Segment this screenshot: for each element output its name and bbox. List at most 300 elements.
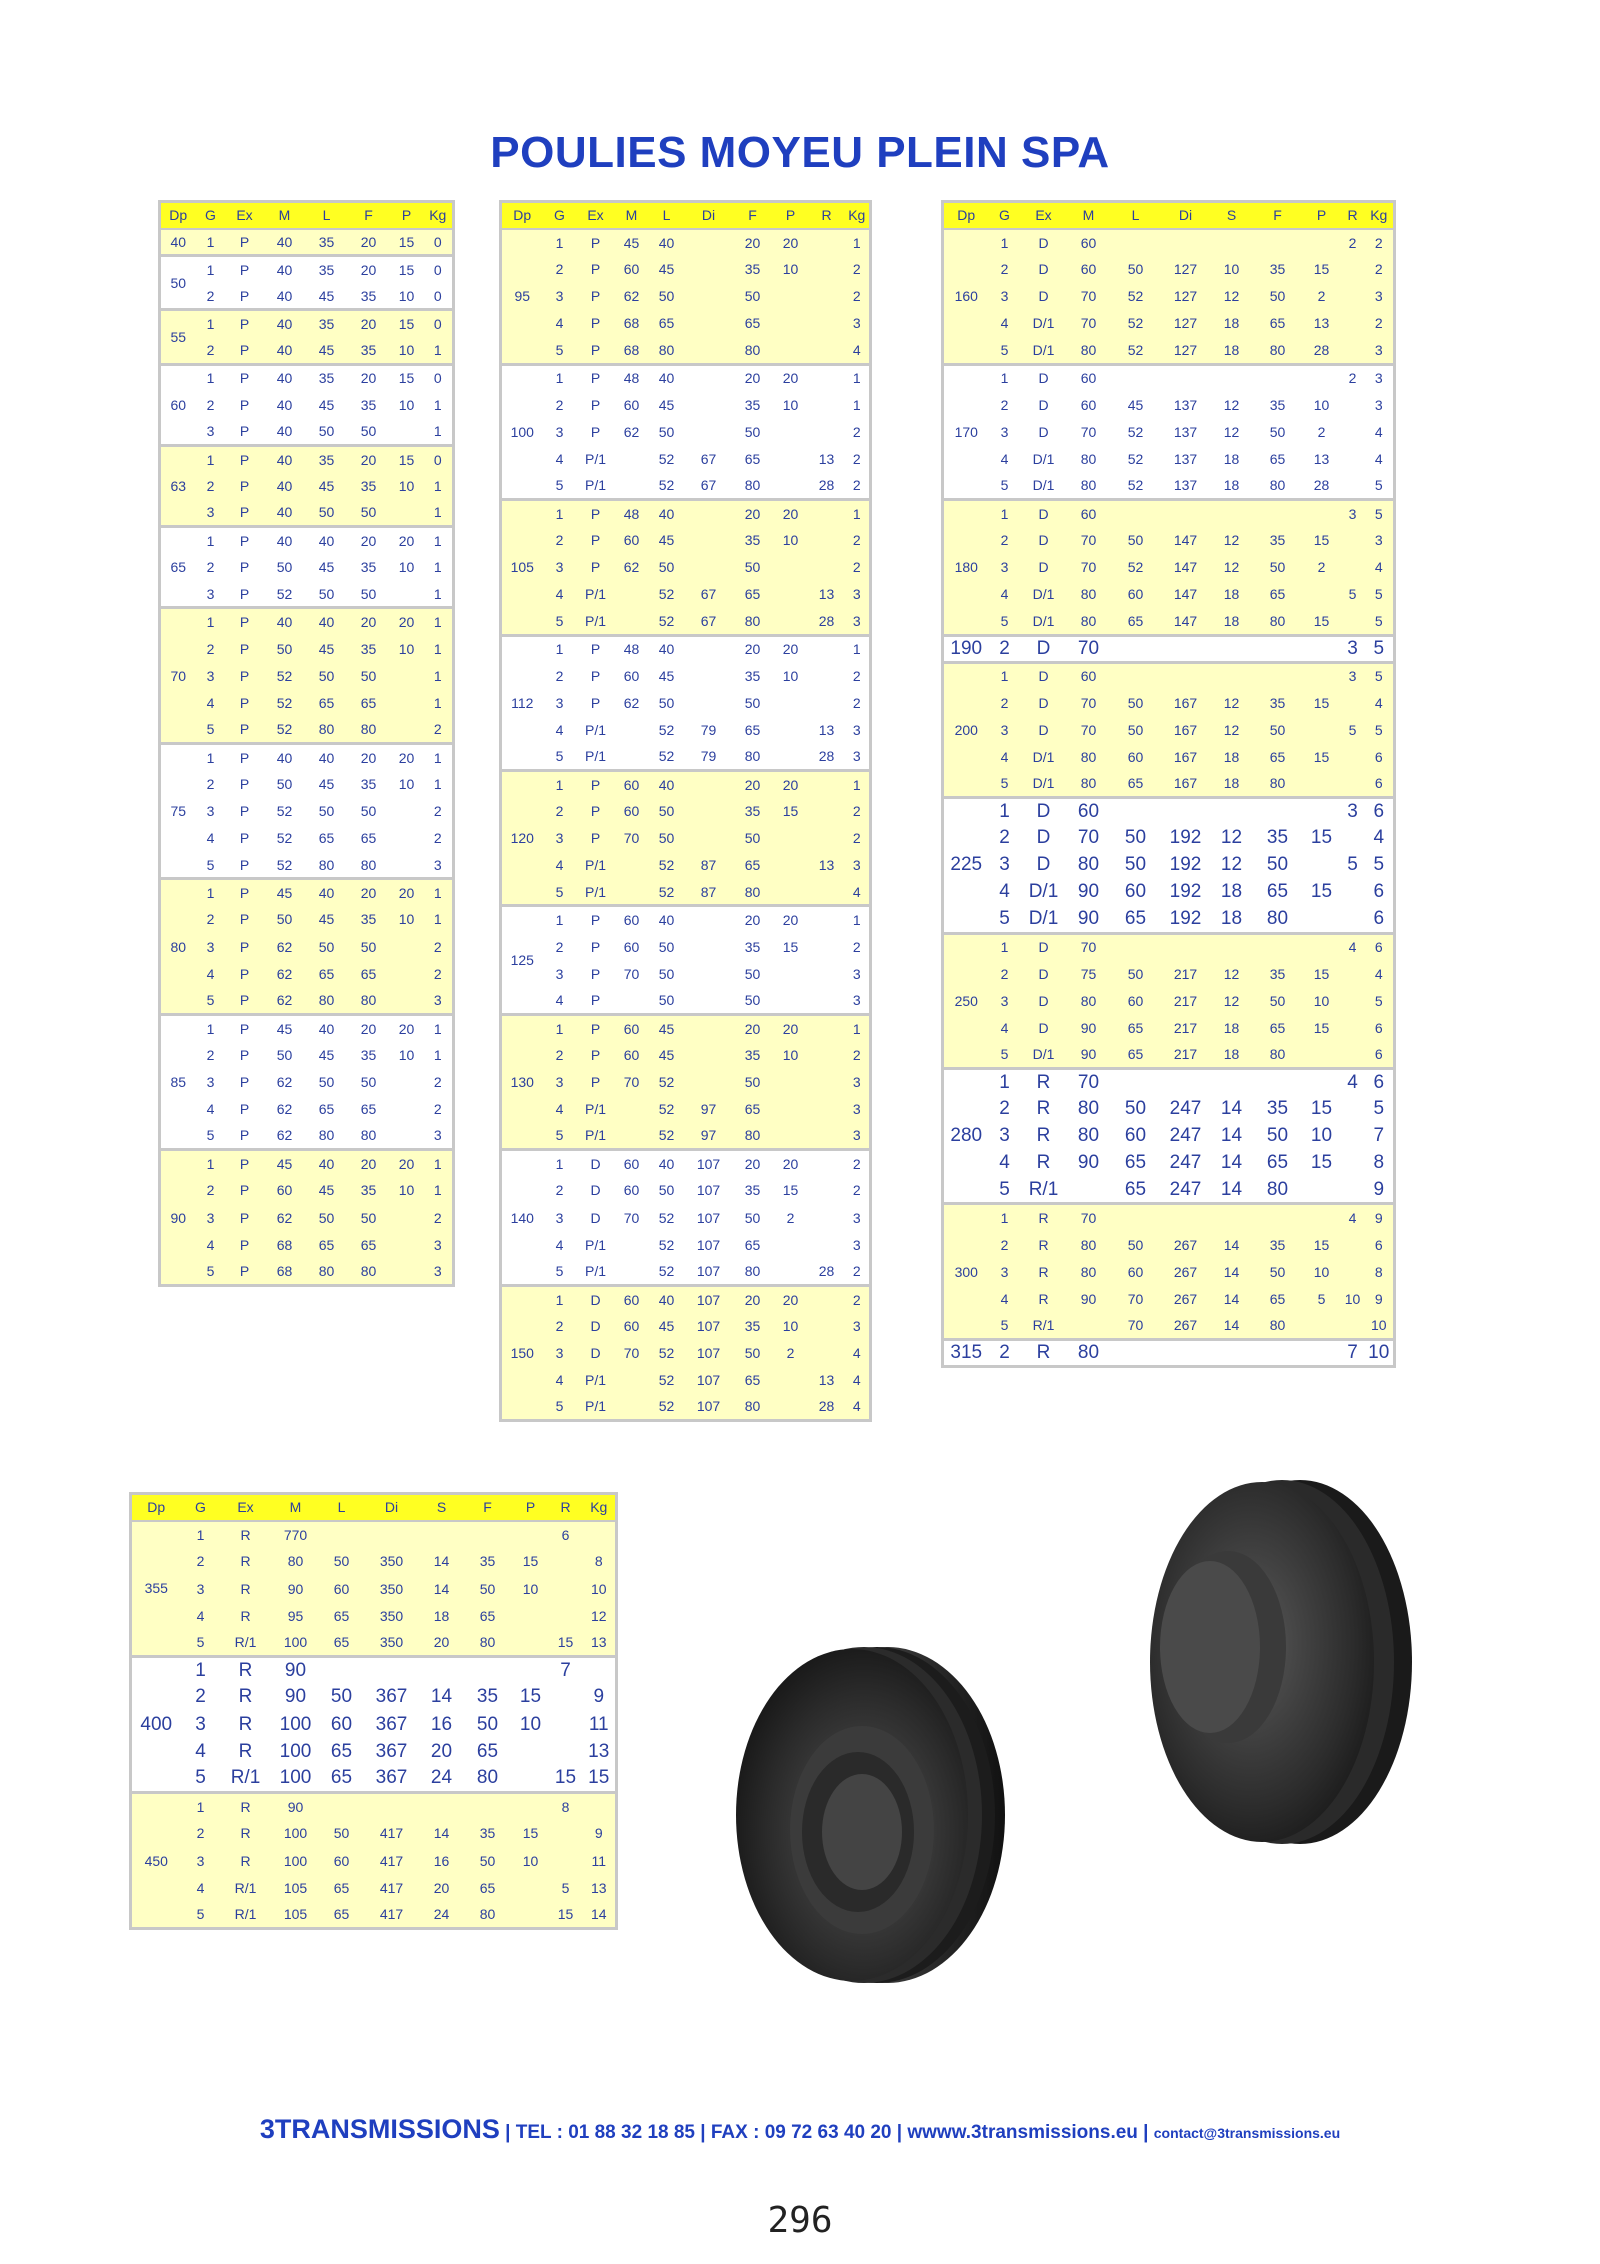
- table-cell: [1303, 1312, 1341, 1339]
- table-cell: 80: [1253, 1041, 1303, 1068]
- table-cell: 1: [196, 1014, 226, 1041]
- table-row: [160, 418, 454, 445]
- table-cell: 90: [1067, 879, 1111, 906]
- table-cell: 2: [845, 1177, 871, 1204]
- table-cell: [1303, 933, 1341, 960]
- table-cell: 52: [649, 743, 685, 770]
- table-cell: P: [577, 364, 615, 391]
- table-row: [131, 1711, 617, 1738]
- table-cell: [1303, 798, 1341, 825]
- table-cell: 65: [306, 689, 348, 716]
- table-row: [943, 229, 1395, 256]
- table-cell: 10: [1365, 1339, 1395, 1366]
- table-cell: [685, 798, 733, 825]
- table-cell: [615, 879, 649, 906]
- table-row: [160, 716, 454, 743]
- table-cell: [685, 1041, 733, 1068]
- table-row: [501, 987, 871, 1014]
- table-cell: 40: [264, 472, 306, 499]
- table-row: [131, 1575, 617, 1602]
- table-cell: 5: [543, 1258, 577, 1285]
- table-cell: 35: [733, 662, 773, 689]
- table-cell: D/1: [1021, 310, 1067, 337]
- table-cell: 80: [1067, 581, 1111, 608]
- table-cell: 90: [1067, 1014, 1111, 1041]
- table-cell: 50: [348, 1069, 390, 1096]
- table-cell: [1111, 662, 1161, 689]
- table-cell: 40: [649, 770, 685, 797]
- table-cell: 3: [845, 1123, 871, 1150]
- spec-table-4: [129, 1492, 618, 1930]
- table-row: [501, 1394, 871, 1421]
- table-cell: P: [577, 906, 615, 933]
- table-cell: 62: [615, 283, 649, 310]
- table-cell: 2: [989, 825, 1021, 852]
- column-header: Dp: [160, 202, 196, 229]
- table-cell: 18: [1211, 472, 1253, 499]
- table-cell: 97: [685, 1123, 733, 1150]
- table-cell: 12: [1211, 283, 1253, 310]
- table-cell: [809, 1231, 845, 1258]
- table-cell: 90: [271, 1575, 321, 1602]
- dp-cell: 120: [501, 770, 543, 905]
- table-cell: 80: [1253, 337, 1303, 364]
- table-cell: 80: [1067, 1231, 1111, 1258]
- footer-email[interactable]: contact@3transmissions.eu: [1153, 2125, 1341, 2141]
- table-cell: 107: [685, 1231, 733, 1258]
- table-cell: 6: [549, 1521, 583, 1548]
- table-cell: 12: [583, 1602, 617, 1629]
- table-cell: 2: [543, 391, 577, 418]
- table-cell: P: [577, 229, 615, 256]
- dp-cell: 180: [943, 500, 989, 635]
- table-cell: 0: [424, 364, 454, 391]
- table-cell: 60: [1067, 798, 1111, 825]
- table-cell: [321, 1793, 363, 1820]
- table-cell: 770: [271, 1521, 321, 1548]
- table-cell: 107: [685, 1204, 733, 1231]
- table-cell: [1341, 310, 1365, 337]
- table-cell: 7: [1341, 1339, 1365, 1366]
- table-cell: D: [577, 1177, 615, 1204]
- table-cell: 2: [1365, 256, 1395, 283]
- table-cell: 35: [348, 1041, 390, 1068]
- table-cell: [685, 987, 733, 1014]
- table-cell: [513, 1602, 549, 1629]
- table-cell: 13: [1303, 310, 1341, 337]
- table-cell: 20: [733, 364, 773, 391]
- table-cell: 50: [264, 1041, 306, 1068]
- table-cell: 15: [549, 1901, 583, 1928]
- table-cell: [1067, 1177, 1111, 1204]
- table-cell: P: [577, 770, 615, 797]
- table-cell: [685, 554, 733, 581]
- table-cell: P/1: [577, 581, 615, 608]
- table-row: [160, 933, 454, 960]
- table-cell: 80: [733, 879, 773, 906]
- table-cell: 80: [1067, 1096, 1111, 1123]
- table-cell: 127: [1161, 283, 1211, 310]
- table-cell: 10: [513, 1711, 549, 1738]
- table-cell: 5: [549, 1874, 583, 1901]
- table-cell: 10: [773, 662, 809, 689]
- table-cell: 15: [1303, 256, 1341, 283]
- table-cell: [390, 933, 424, 960]
- table-cell: 28: [809, 743, 845, 770]
- table-cell: 80: [1067, 337, 1111, 364]
- table-cell: [1211, 798, 1253, 825]
- footer-brand: 3TRANSMISSIONS: [259, 2114, 500, 2144]
- table-cell: 10: [773, 391, 809, 418]
- table-cell: [685, 391, 733, 418]
- table-cell: 90: [271, 1793, 321, 1820]
- table-cell: 80: [733, 337, 773, 364]
- table-cell: 5: [989, 1177, 1021, 1204]
- table-cell: 1: [424, 662, 454, 689]
- column-header: R: [809, 202, 845, 229]
- table-cell: 107: [685, 1177, 733, 1204]
- dp-cell: 50: [160, 256, 196, 310]
- table-cell: [1341, 770, 1365, 797]
- column-header: M: [271, 1494, 321, 1521]
- table-cell: 40: [306, 1150, 348, 1177]
- table-cell: 40: [264, 310, 306, 337]
- table-cell: 3: [845, 310, 871, 337]
- table-cell: 3: [845, 716, 871, 743]
- table-cell: P: [226, 1014, 264, 1041]
- table-cell: 50: [733, 825, 773, 852]
- table-cell: 15: [773, 1177, 809, 1204]
- table-cell: D: [1021, 716, 1067, 743]
- table-cell: 5: [1365, 635, 1395, 662]
- table-cell: 192: [1161, 906, 1211, 933]
- table-cell: R: [1021, 1258, 1067, 1285]
- table-cell: 50: [348, 798, 390, 825]
- table-cell: 192: [1161, 852, 1211, 879]
- table-cell: 45: [306, 337, 348, 364]
- table-cell: [363, 1793, 421, 1820]
- table-cell: 35: [1253, 960, 1303, 987]
- table-cell: 70: [1067, 418, 1111, 445]
- table-cell: [513, 1629, 549, 1656]
- table-cell: 52: [649, 1123, 685, 1150]
- table-cell: 50: [1253, 1258, 1303, 1285]
- table-cell: 52: [264, 852, 306, 879]
- table-cell: [809, 256, 845, 283]
- table-row: [501, 906, 871, 933]
- table-cell: 105: [271, 1901, 321, 1928]
- table-cell: 2: [845, 472, 871, 499]
- table-cell: 70: [1067, 933, 1111, 960]
- table-cell: 15: [1303, 527, 1341, 554]
- table-cell: [1111, 500, 1161, 527]
- table-cell: D/1: [1021, 608, 1067, 635]
- table-cell: 3: [1341, 635, 1365, 662]
- table-cell: 50: [733, 689, 773, 716]
- table-cell: 20: [773, 635, 809, 662]
- footer: [0, 2114, 1600, 2145]
- table-cell: 20: [390, 608, 424, 635]
- table-cell: 80: [348, 987, 390, 1014]
- table-cell: 4: [1365, 689, 1395, 716]
- dp-cell: 315: [943, 1339, 989, 1366]
- table-cell: 50: [264, 906, 306, 933]
- table-cell: 70: [615, 1339, 649, 1366]
- table-cell: [463, 1657, 513, 1684]
- table-cell: 20: [348, 1150, 390, 1177]
- table-cell: 167: [1161, 689, 1211, 716]
- table-cell: [773, 1258, 809, 1285]
- table-cell: 4: [1365, 825, 1395, 852]
- table-cell: P: [226, 770, 264, 797]
- table-cell: [685, 364, 733, 391]
- table-cell: [1161, 229, 1211, 256]
- table-cell: 5: [1365, 716, 1395, 743]
- table-cell: 2: [845, 798, 871, 825]
- table-cell: 20: [348, 608, 390, 635]
- table-cell: 80: [348, 1258, 390, 1285]
- table-cell: 40: [264, 527, 306, 554]
- table-cell: 35: [733, 798, 773, 825]
- table-cell: 80: [348, 852, 390, 879]
- table-cell: [390, 1204, 424, 1231]
- table-cell: [809, 1123, 845, 1150]
- table-cell: 45: [1111, 391, 1161, 418]
- table-cell: [1111, 1069, 1161, 1096]
- table-cell: 1: [424, 527, 454, 554]
- table-cell: 10: [390, 337, 424, 364]
- table-cell: [809, 689, 845, 716]
- table-cell: 6: [1365, 1069, 1395, 1096]
- table-cell: P/1: [577, 608, 615, 635]
- table-cell: 3: [181, 1847, 221, 1874]
- table-cell: 45: [649, 391, 685, 418]
- table-cell: 2: [845, 445, 871, 472]
- table-cell: 2: [196, 391, 226, 418]
- table-cell: 3: [845, 1231, 871, 1258]
- table-cell: 40: [264, 256, 306, 283]
- table-cell: [773, 418, 809, 445]
- table-row: [160, 1150, 454, 1177]
- table-cell: D/1: [1021, 337, 1067, 364]
- table-cell: 4: [543, 1096, 577, 1123]
- table-cell: 50: [348, 933, 390, 960]
- table-cell: 67: [685, 445, 733, 472]
- table-cell: [685, 283, 733, 310]
- dp-cell: 75: [160, 743, 196, 878]
- table-cell: [773, 987, 809, 1014]
- table-cell: P/1: [577, 1394, 615, 1421]
- table-cell: 20: [773, 770, 809, 797]
- table-cell: 20: [348, 879, 390, 906]
- table-cell: 14: [1211, 1285, 1253, 1312]
- table-cell: 1: [181, 1657, 221, 1684]
- table-cell: 3: [196, 1069, 226, 1096]
- table-cell: 65: [306, 1231, 348, 1258]
- table-cell: [390, 852, 424, 879]
- table-cell: [773, 743, 809, 770]
- table-cell: 5: [181, 1629, 221, 1656]
- table-cell: 1: [424, 1014, 454, 1041]
- table-cell: 10: [1303, 1123, 1341, 1150]
- table-cell: [1253, 229, 1303, 256]
- table-cell: 1: [845, 364, 871, 391]
- table-cell: 1: [424, 879, 454, 906]
- table-row: [943, 879, 1395, 906]
- table-cell: [549, 1820, 583, 1847]
- table-cell: 18: [1211, 743, 1253, 770]
- table-cell: [773, 1069, 809, 1096]
- table-cell: 50: [733, 283, 773, 310]
- column-header: G: [196, 202, 226, 229]
- table-cell: [390, 581, 424, 608]
- table-row: [160, 1231, 454, 1258]
- table-cell: 1: [424, 581, 454, 608]
- table-cell: [390, 418, 424, 445]
- table-row: [943, 1204, 1395, 1231]
- table-cell: 95: [271, 1602, 321, 1629]
- table-cell: 10: [390, 391, 424, 418]
- table-cell: 20: [773, 1150, 809, 1177]
- table-cell: 65: [1253, 879, 1303, 906]
- column-header: L: [306, 202, 348, 229]
- table-row: [943, 364, 1395, 391]
- table-cell: 52: [649, 852, 685, 879]
- table-cell: 35: [733, 933, 773, 960]
- column-header: M: [264, 202, 306, 229]
- table-cell: 15: [583, 1765, 617, 1792]
- table-cell: [1161, 798, 1211, 825]
- table-cell: 127: [1161, 310, 1211, 337]
- table-cell: 20: [348, 445, 390, 472]
- table-cell: 50: [1111, 1096, 1161, 1123]
- table-cell: [809, 933, 845, 960]
- table-row: [501, 418, 871, 445]
- table-cell: P/1: [577, 1096, 615, 1123]
- table-cell: 10: [390, 283, 424, 310]
- table-cell: 2: [196, 906, 226, 933]
- table-cell: 62: [615, 418, 649, 445]
- table-cell: 1: [989, 1204, 1021, 1231]
- table-cell: P/1: [577, 852, 615, 879]
- table-cell: [1303, 500, 1341, 527]
- table-cell: R: [1021, 1285, 1067, 1312]
- dp-cell: 90: [160, 1150, 196, 1285]
- table-cell: 45: [649, 1312, 685, 1339]
- table-cell: [1341, 1041, 1365, 1068]
- table-row: [943, 527, 1395, 554]
- table-cell: 40: [649, 1150, 685, 1177]
- table-cell: 0: [424, 445, 454, 472]
- table-cell: [809, 1312, 845, 1339]
- table-cell: 18: [1211, 879, 1253, 906]
- table-cell: R: [1021, 1339, 1067, 1366]
- table-cell: 1: [543, 364, 577, 391]
- table-cell: 15: [549, 1629, 583, 1656]
- table-cell: 50: [306, 1204, 348, 1231]
- table-row: [501, 770, 871, 797]
- table-cell: 70: [1067, 1069, 1111, 1096]
- table-cell: 45: [306, 472, 348, 499]
- table-cell: [1253, 364, 1303, 391]
- table-cell: [615, 743, 649, 770]
- table-cell: [773, 1123, 809, 1150]
- table-cell: 3: [1365, 364, 1395, 391]
- table-cell: 247: [1161, 1177, 1211, 1204]
- table-cell: [321, 1521, 363, 1548]
- table-cell: 20: [733, 906, 773, 933]
- table-cell: 4: [196, 1231, 226, 1258]
- table-row: [943, 662, 1395, 689]
- table-cell: 48: [615, 364, 649, 391]
- table-cell: 67: [685, 472, 733, 499]
- table-cell: 3: [989, 418, 1021, 445]
- table-cell: 6: [1365, 798, 1395, 825]
- table-cell: [549, 1684, 583, 1711]
- table-row: [131, 1793, 617, 1820]
- table-cell: 28: [809, 1258, 845, 1285]
- table-cell: [773, 689, 809, 716]
- table-cell: 3: [196, 581, 226, 608]
- table-cell: 14: [1211, 1231, 1253, 1258]
- column-header: Ex: [226, 202, 264, 229]
- table-cell: 1: [424, 554, 454, 581]
- table-cell: 67: [685, 581, 733, 608]
- table-cell: 50: [1253, 1123, 1303, 1150]
- column-header: Kg: [583, 1494, 617, 1521]
- table-cell: 1: [989, 364, 1021, 391]
- table-cell: 13: [1303, 445, 1341, 472]
- table-cell: 100: [271, 1738, 321, 1765]
- table-cell: [773, 445, 809, 472]
- table-cell: 1: [989, 798, 1021, 825]
- table-cell: 90: [271, 1657, 321, 1684]
- table-cell: 12: [1211, 418, 1253, 445]
- table-cell: [809, 1096, 845, 1123]
- table-cell: 65: [733, 852, 773, 879]
- table-cell: 60: [321, 1847, 363, 1874]
- table-cell: 2: [989, 256, 1021, 283]
- table-cell: 24: [421, 1901, 463, 1928]
- table-row: [501, 933, 871, 960]
- table-cell: 1: [543, 635, 577, 662]
- table-row: [501, 1312, 871, 1339]
- table-cell: [809, 554, 845, 581]
- table-cell: 50: [306, 662, 348, 689]
- table-cell: D: [1021, 662, 1067, 689]
- table-cell: 1: [845, 906, 871, 933]
- table-cell: 60: [615, 1041, 649, 1068]
- table-cell: 10: [513, 1847, 549, 1874]
- table-cell: 60: [1111, 743, 1161, 770]
- table-cell: 65: [733, 310, 773, 337]
- dp-cell: 225: [943, 798, 989, 933]
- table-cell: [809, 1285, 845, 1312]
- table-row: [501, 445, 871, 472]
- table-cell: 65: [1253, 1150, 1303, 1177]
- table-cell: 13: [809, 581, 845, 608]
- table-cell: [1303, 1069, 1341, 1096]
- table-cell: 2: [543, 798, 577, 825]
- table-cell: 3: [989, 554, 1021, 581]
- table-cell: 1: [543, 906, 577, 933]
- table-cell: 80: [271, 1548, 321, 1575]
- table-cell: 2: [845, 1285, 871, 1312]
- table-cell: 350: [363, 1629, 421, 1656]
- table-cell: 80: [306, 1258, 348, 1285]
- table-cell: 4: [989, 1014, 1021, 1041]
- table-cell: 60: [1111, 1123, 1161, 1150]
